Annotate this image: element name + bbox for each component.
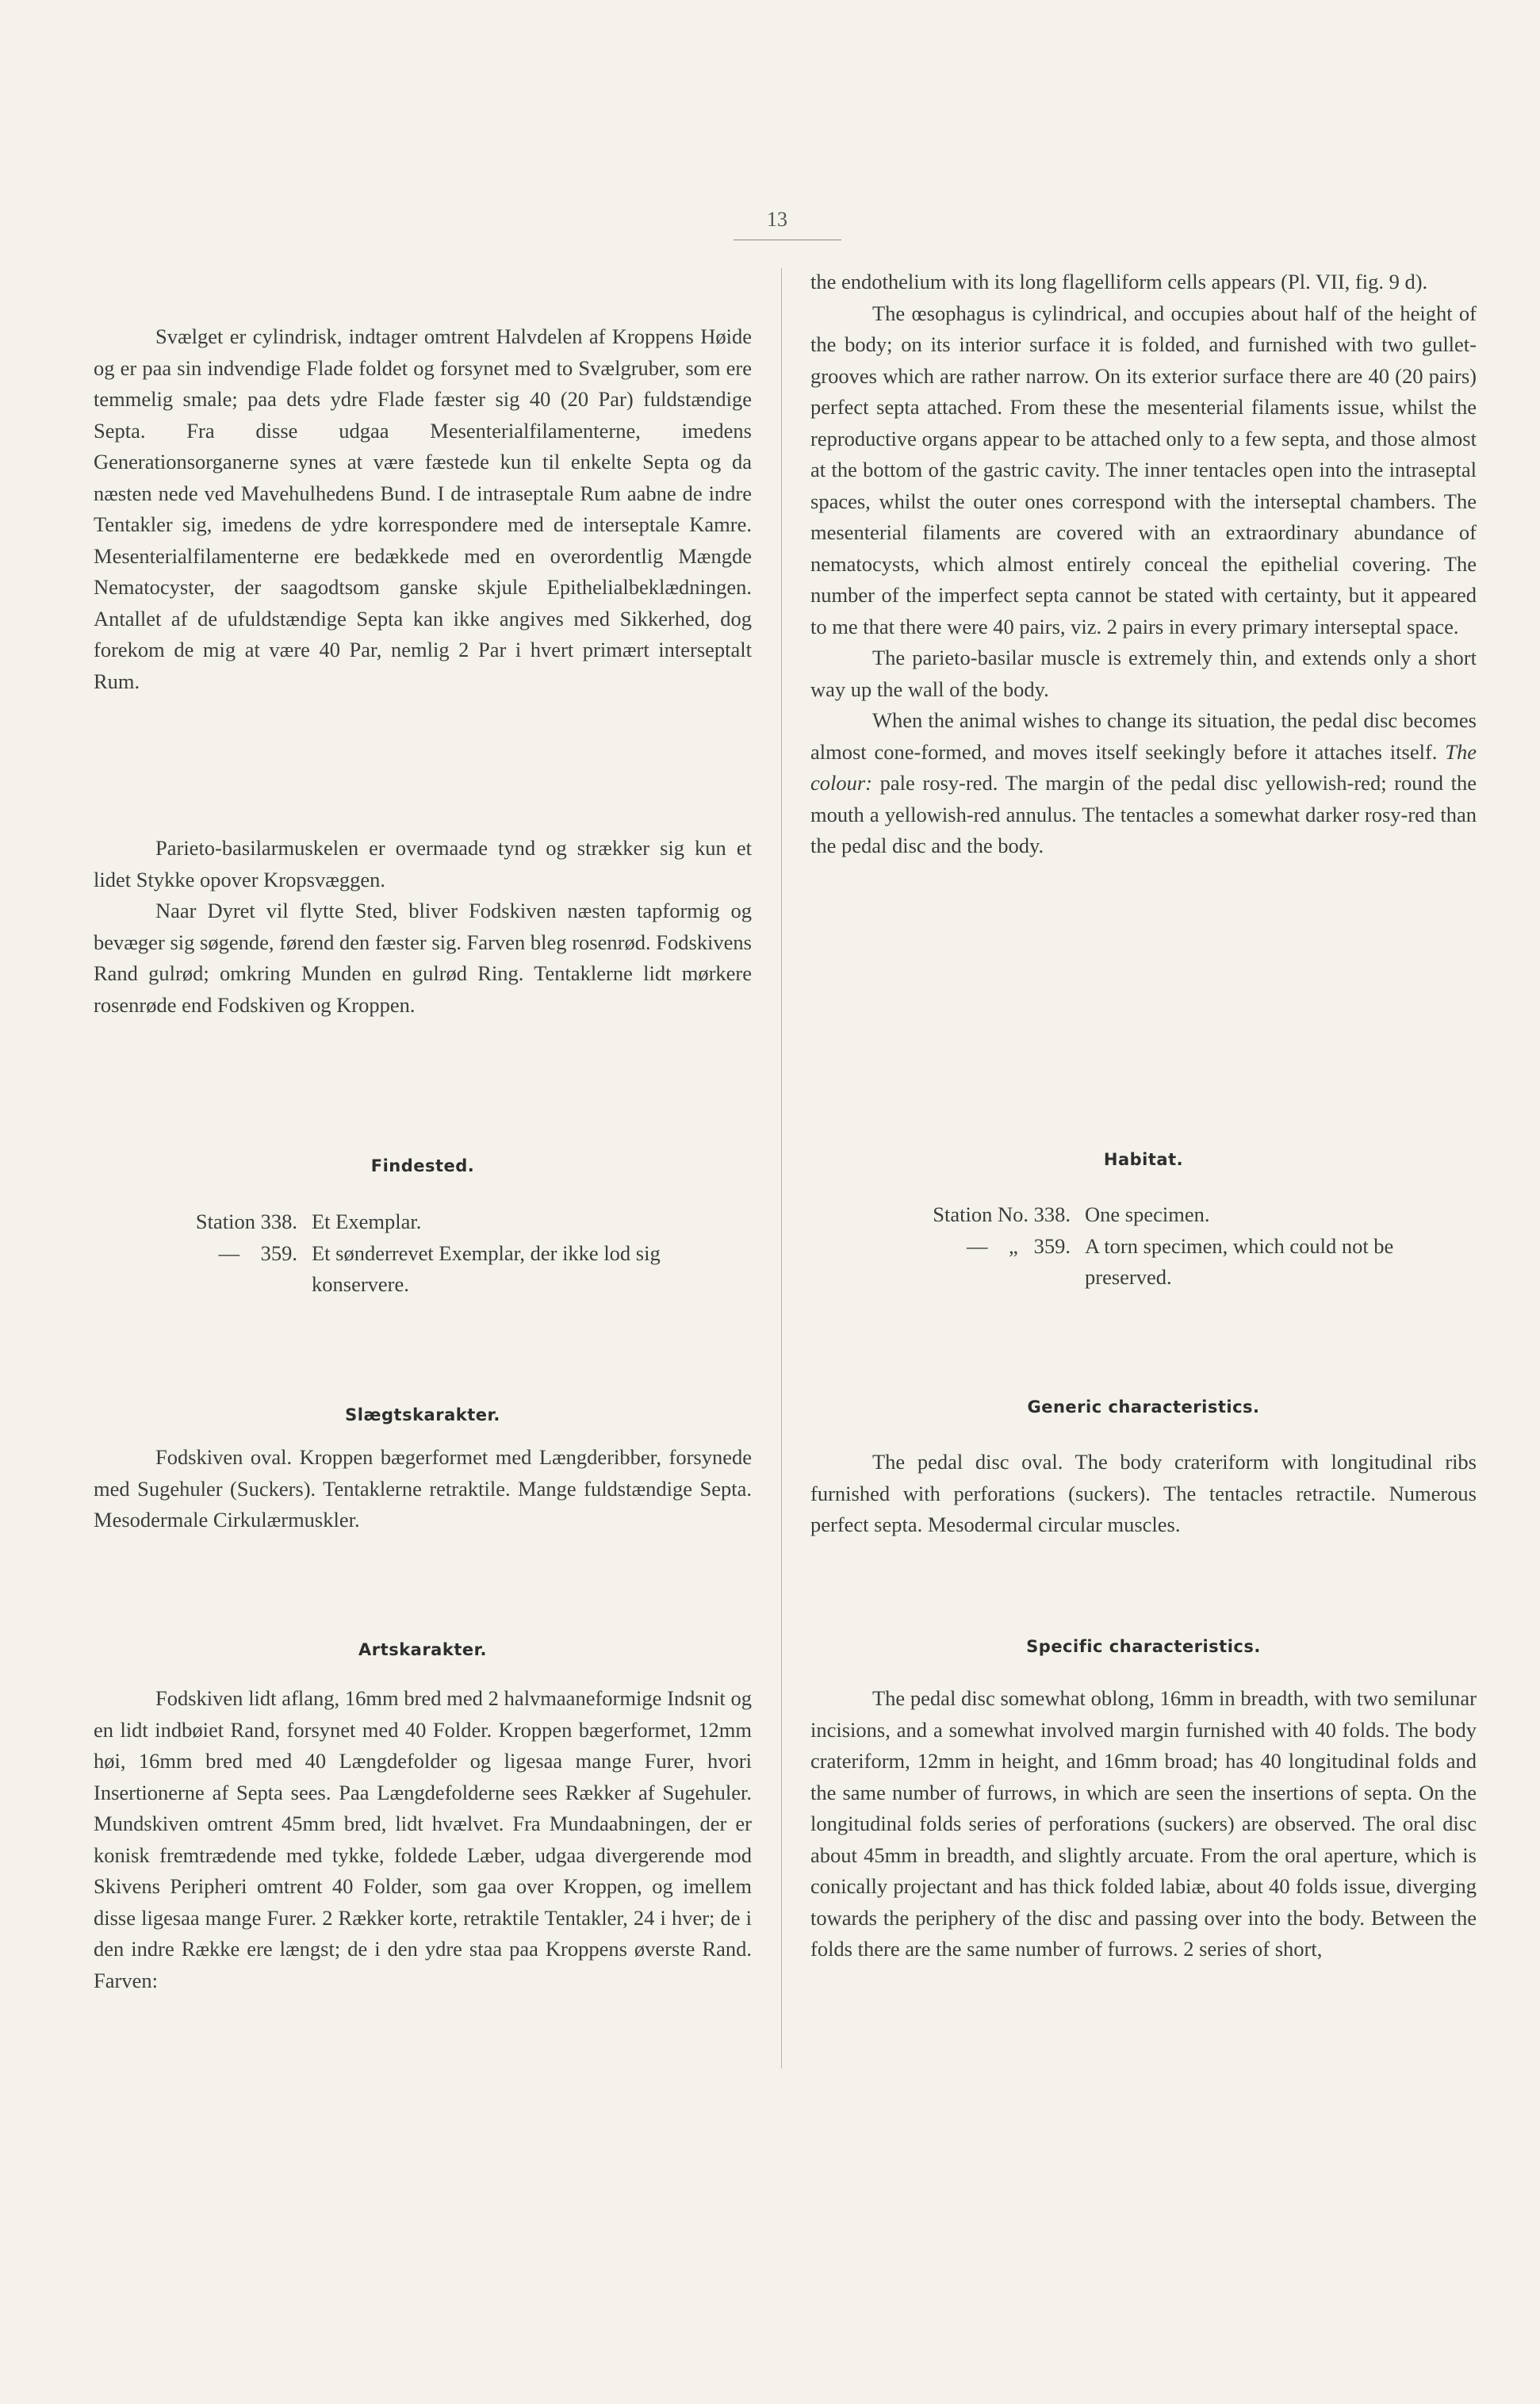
art-paragraph: Fodskiven lidt aflang, 16mm bred med 2 halvmaaneformige Indsnit og en lidt indbøiet Rand, forsynet med 40 Folder. Kroppen bægerformet, 12mm høi, 16mm bred med 40 Længdefolder og ligesaa mange Furer, hvori Insertionerne af Septa sees. Paa Længdefolderne sees Rækker af Sugehuler. Mundskiven omtrent 45mm bred, lidt hvælvet. Fra Mundaabningen, der er konisk fremtrædende med tykke, foldede Læber, udgaa divergerende mod Skivens Peripheri omtrent 40 Folder, som gaa over Kroppen, og imellem disse ligesaa mange Furer. 2 Rækker korte, retraktile Tentakler, 24 i hver; de i den indre Række ere længst; de i den ydre staa paa Kroppens øverste Rand. Farven: [94, 1686, 752, 1992]
station-text: Et sønderrevet Exemplar, der ikke lod sig konservere. [312, 1240, 661, 1296]
art-heading: Artskarakter. [358, 1640, 487, 1659]
station-label: — „ 359. [966, 1233, 1071, 1258]
habitat-row [876, 1231, 1479, 1294]
slaegt-paragraph: Fodskiven oval. Kroppen bægerformet med Længderibber, forsynede med Sugehuler (Suckers). Tentaklerne retraktile. Mange fuldstændige Septa. Mesodermale Cirkulærmuskler. [94, 1445, 752, 1532]
station-text: Et Exemplar. [312, 1210, 422, 1233]
findested-heading: Findested. [370, 1156, 475, 1175]
habitat-heading: Habitat. [1103, 1150, 1184, 1169]
station-text: A torn specimen, which could not be preserved. [1085, 1233, 1394, 1289]
specific-paragraph: The pedal disc somewhat oblong, 16mm in breadth, with two semilunar incisions, and a somewhat involved margin furnished with 40 folds. The body crateriform, 12mm in height, and 16mm broad; has 40 longitudinal folds and the same number of furrows, in which are seen the insertions of septa. On the longitudinal folds series of perforations (suckers) are observed. The oral disc about 45mm in breadth, and slightly arcuate. From the oral aperture, which is conically projectant and has thick folded labiæ, about 40 folds issue, diverging towards the periphery of the disc and passing over into the body. Between the folds there are the same number of furrows. 2 series of short, [810, 1686, 1477, 1961]
station-text: One specimen. [1085, 1202, 1210, 1226]
right-oesophagus-paragraph: The œsophagus is cylindrical, and occupies about half of the height of the body; on its interior surface it is folded, and furnished with two gullet-grooves which are rather narrow. On its exterior surface there are 40 (20 pairs) perfect septa attached. From these the mesenterial filaments issue, whilst the reproductive organs appear to be attached only to a few septa, and those almost at the bottom of the gastric cavity. The inner tentacles open into the intraseptal spaces, whilst the outer ones correspond with the interseptal chambers. The mesenterial filaments are covered with an extraordinary abundance of nematocysts, which almost entirely conceal the epithelial covering. The number of the imperfect septa cannot be stated with certainty, but it appeared to me that there were 40 pairs, viz. 2 pairs in every primary interseptal space. [810, 301, 1477, 638]
left-muscle-paragraph: Parieto-basilarmuskelen er overmaade tynd og strækker sig kun et lidet Stykke opover Kropsvæggen. [94, 836, 752, 891]
left-muscle-text [94, 833, 752, 1021]
right-movement-text: When the animal wishes to change its situation, the pedal disc becomes almost cone-formed, and moves itself seekingly before it attaches itself. [810, 708, 1477, 764]
habitat-row [876, 1199, 1479, 1231]
right-continuation-paragraph: the endothelium with its long flagelliform cells appears (Pl. VII, fig. 9 d). [810, 270, 1428, 293]
slaegt-text [94, 1442, 752, 1536]
right-movement-paragraph [810, 705, 1477, 862]
art-text [94, 1683, 752, 1996]
generic-text [810, 1447, 1477, 1541]
right-muscle-paragraph: The parieto-basilar muscle is extremely thin, and extends only a short way up the wall of the body. [810, 646, 1477, 701]
left-intro-paragraph: Svælget er cylindrisk, indtager omtrent Halvdelen af Kroppens Høide og er paa sin indvendige Flade foldet og forsynet med to Svælgruber, som ere temmelig smale; paa dets ydre Flade fæster sig 40 (20 Par) fuldstændige Septa. Fra disse udgaa Mesenterialfilamenterne, imedens Generationsorganerne synes at være fæstede kun til enkelte Septa og da næsten nede ved Mavehulhedens Bund. I de intraseptale Rum aabne de indre Tentakler sig, imedens de ydre korrespondere med de interseptale Kamre. Mesenterialfilamenterne ere bedækkede med en overordentlig Mængde Nematocyster, der saagodtsom ganske skjule Epithelialbeklædningen. Antallet af de ufuldstændige Septa kan ikke angives med Sikkerhed, dog forekom de mig at være 40 Par, nemlig 2 Par i hvert primært interseptalt Rum. [94, 324, 752, 693]
findested-list [155, 1206, 753, 1301]
left-intro-text [94, 321, 752, 697]
slaegt-heading: Slægtskarakter. [345, 1405, 500, 1424]
left-colour-paragraph: Naar Dyret vil flytte Sted, bliver Fodskiven næsten tapformig og bevæger sig søgende, førend den fæster sig. Farven bleg rosenrød. Fodskivens Rand gulrød; omkring Munden en gulrød Ring. Tentaklerne lidt mørkere rosenrøde end Fodskiven og Kroppen. [94, 899, 752, 1017]
generic-paragraph: The pedal disc oval. The body crateriform with longitudinal ribs furnished with perforations (suckers). The tentacles retractile. Numerous perfect septa. Mesodermal circular muscles. [810, 1450, 1477, 1536]
station-label: Station No. 338. [933, 1202, 1071, 1226]
colour-label: The colour: [810, 739, 1477, 795]
right-intro-text [810, 266, 1477, 862]
specific-heading: Specific characteristics. [1026, 1637, 1261, 1656]
column-divider [781, 268, 782, 2069]
habitat-list [876, 1199, 1479, 1294]
specific-text [810, 1683, 1477, 1965]
station-label: — 359. [218, 1240, 297, 1265]
page-number: 13 [767, 208, 787, 231]
findested-row [155, 1206, 753, 1238]
station-label: Station 338. [195, 1210, 297, 1233]
colour-text: pale rosy-red. The margin of the pedal disc yellowish-red; round the mouth a yellowish-red annulus. The tentacles a somewhat darker rosy-red than the pedal disc and the body. [810, 771, 1477, 857]
findested-row [155, 1238, 753, 1301]
generic-heading: Generic characteristics. [1027, 1398, 1260, 1417]
